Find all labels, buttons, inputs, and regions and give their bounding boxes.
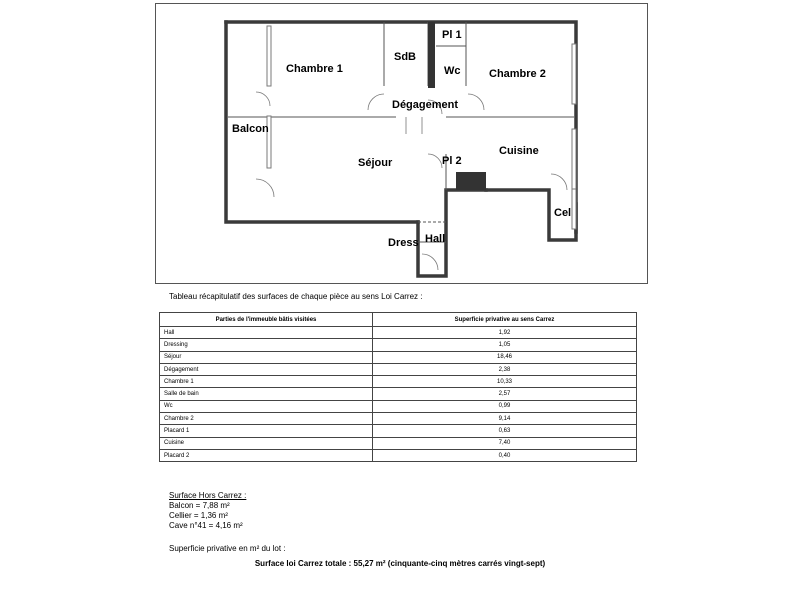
hors-carrez-title: Surface Hors Carrez :	[169, 491, 247, 500]
row-room: Séjour	[160, 351, 373, 363]
row-surface: 0,63	[373, 425, 637, 437]
row-surface: 18,46	[373, 351, 637, 363]
room-label-wc: Wc	[444, 65, 461, 77]
room-label-degagement: Dégagement	[392, 99, 459, 111]
room-label-sejour: Séjour	[358, 157, 393, 169]
row-surface: 1,92	[373, 327, 637, 339]
hors-carrez-line: Balcon = 7,88 m²	[169, 501, 230, 510]
table-row	[160, 351, 637, 363]
table-row	[160, 339, 637, 351]
table-row	[160, 400, 637, 412]
row-room: Salle de bain	[160, 388, 373, 400]
shaft-2	[456, 172, 486, 190]
room-label-balcon: Balcon	[232, 123, 269, 135]
room-label-cel: Cel	[554, 207, 572, 219]
row-room: Dressing	[160, 339, 373, 351]
row-room: Dégagement	[160, 363, 373, 375]
table-row	[160, 376, 637, 388]
room-label-hall: Hall	[425, 233, 446, 245]
room-label-chambre1: Chambre 1	[286, 63, 343, 75]
row-room: Chambre 2	[160, 413, 373, 425]
table-row	[160, 327, 637, 339]
column-header-surface: Superficie privative au sens Carrez	[373, 313, 637, 327]
row-room: Hall	[160, 327, 373, 339]
hors-carrez-line: Cave n°41 = 4,16 m²	[169, 521, 243, 530]
row-surface: 0,40	[373, 449, 637, 461]
row-surface: 2,57	[373, 388, 637, 400]
row-room: Cuisine	[160, 437, 373, 449]
column-header-room: Parties de l'immeuble bâtis visitées	[160, 313, 373, 327]
row-room: Wc	[160, 400, 373, 412]
surface-table	[159, 312, 637, 462]
room-label-pl1: Pl 1	[442, 29, 462, 41]
room-label-chambre2: Chambre 2	[489, 68, 546, 80]
hors-carrez-block	[169, 491, 246, 531]
row-room: Placard 2	[160, 449, 373, 461]
table-row	[160, 363, 637, 375]
table-row	[160, 449, 637, 461]
total-carrez-surface: Surface loi Carrez totale : 55,27 m² (cinquante-cinq mètres carrés vingt-sept)	[254, 559, 546, 568]
windows	[267, 26, 576, 229]
table-header-row	[160, 313, 637, 327]
room-label-dress: Dress	[388, 237, 419, 249]
room-label-cuisine: Cuisine	[499, 145, 539, 157]
table-row	[160, 388, 637, 400]
row-room: Chambre 1	[160, 376, 373, 388]
room-label-sdb: SdB	[394, 51, 416, 63]
room-label-pl2: Pl 2	[442, 155, 462, 167]
table-row	[160, 413, 637, 425]
row-surface: 7,40	[373, 437, 637, 449]
private-surface-label: Superficie privative en m² du lot :	[169, 544, 286, 553]
floor-plan	[155, 3, 648, 284]
table-row	[160, 437, 637, 449]
table-caption: Tableau récapitulatif des surfaces de chaque pièce au sens Loi Carrez :	[169, 292, 423, 301]
row-surface: 2,38	[373, 363, 637, 375]
shaft-1	[428, 22, 435, 88]
table-row	[160, 425, 637, 437]
row-surface: 1,05	[373, 339, 637, 351]
hors-carrez-line: Cellier = 1,36 m²	[169, 511, 228, 520]
floor-plan-drawing	[156, 4, 649, 285]
row-room: Placard 1	[160, 425, 373, 437]
row-surface: 9,14	[373, 413, 637, 425]
row-surface: 10,33	[373, 376, 637, 388]
row-surface: 0,99	[373, 400, 637, 412]
